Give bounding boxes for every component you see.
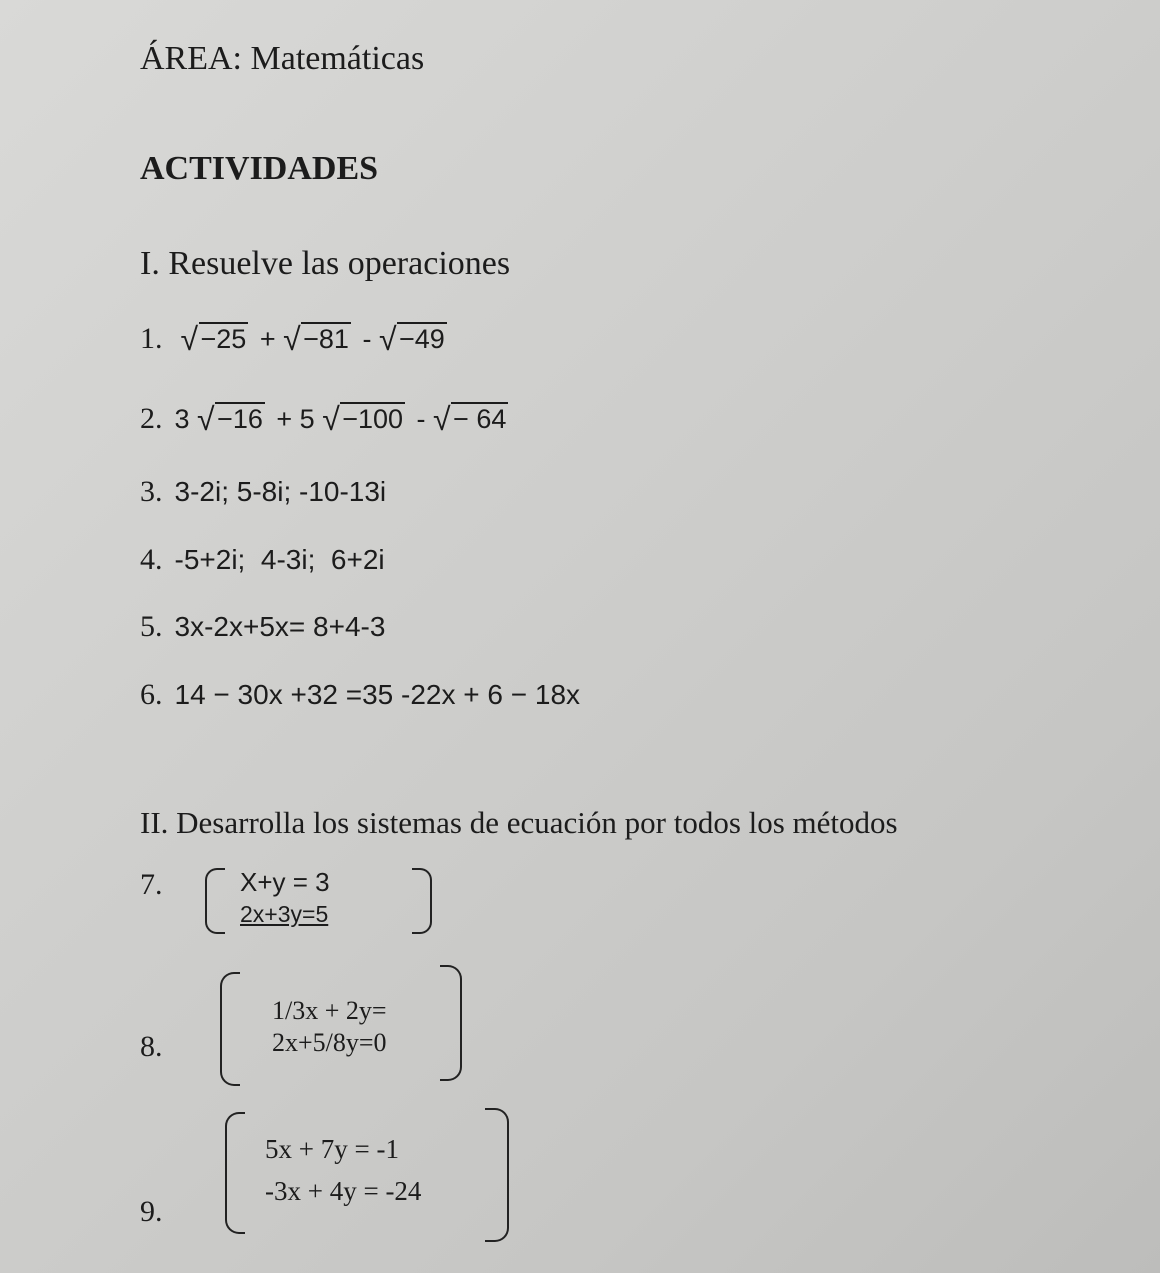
item-number: 3. [140, 475, 163, 508]
equation-1: 1/3x + 2y= [272, 996, 387, 1025]
equation-system-8 [272, 995, 387, 1059]
equation-2: 2x+3y=5 [240, 901, 329, 927]
expression: 3-2i; 5-8i; -10-13i [174, 476, 387, 507]
left-brace [225, 1112, 245, 1234]
right-brace [412, 868, 432, 934]
expression: 3 √ −16 + 5 √ −100 - √ − 64 [174, 401, 507, 437]
item-number: 4. [140, 543, 163, 576]
right-brace [440, 965, 462, 1081]
area-label: ÁREA: Matemáticas [140, 40, 425, 77]
page-title: ACTIVIDADES [140, 150, 379, 187]
sqrt: √ −25 [180, 321, 247, 357]
item-number: 8. [140, 1030, 163, 1063]
equation-2: 2x+5/8y=0 [272, 1028, 387, 1057]
equation-1: 5x + 7y = -1 [265, 1134, 399, 1164]
item-number: 1. [140, 322, 163, 355]
exercise-1 [140, 322, 451, 356]
exercise-2 [140, 402, 512, 436]
item-number: 5. [140, 610, 163, 643]
expression: √ −25 + √ −81 - √ −49 [180, 321, 445, 357]
exercise-6 [140, 678, 580, 712]
expression: 3x-2x+5x= 8+4-3 [174, 611, 386, 642]
section-2-heading: II. Desarrolla los sistemas de ecuación por todos los métodos [140, 805, 898, 840]
exercise-3 [140, 475, 386, 509]
item-number: 7. [140, 868, 163, 901]
equation-2: -3x + 4y = -24 [265, 1176, 422, 1206]
equation-1: X+y = 3 [240, 867, 330, 897]
left-brace [205, 868, 225, 934]
right-brace [485, 1108, 509, 1242]
item-number: 9. [140, 1195, 163, 1228]
exercise-5 [140, 610, 385, 644]
item-number: 6. [140, 678, 163, 711]
expression: -5+2i; 4-3i; 6+2i [174, 544, 385, 575]
equation-system-9 [265, 1128, 421, 1212]
left-brace [220, 972, 240, 1086]
equation-system-7 [240, 866, 330, 930]
item-number: 2. [140, 402, 163, 435]
section-1-heading: I. Resuelve las operaciones [140, 245, 511, 282]
expression: 14 − 30x +32 =35 -22x + 6 − 18x [174, 679, 581, 710]
exercise-4 [140, 543, 385, 577]
